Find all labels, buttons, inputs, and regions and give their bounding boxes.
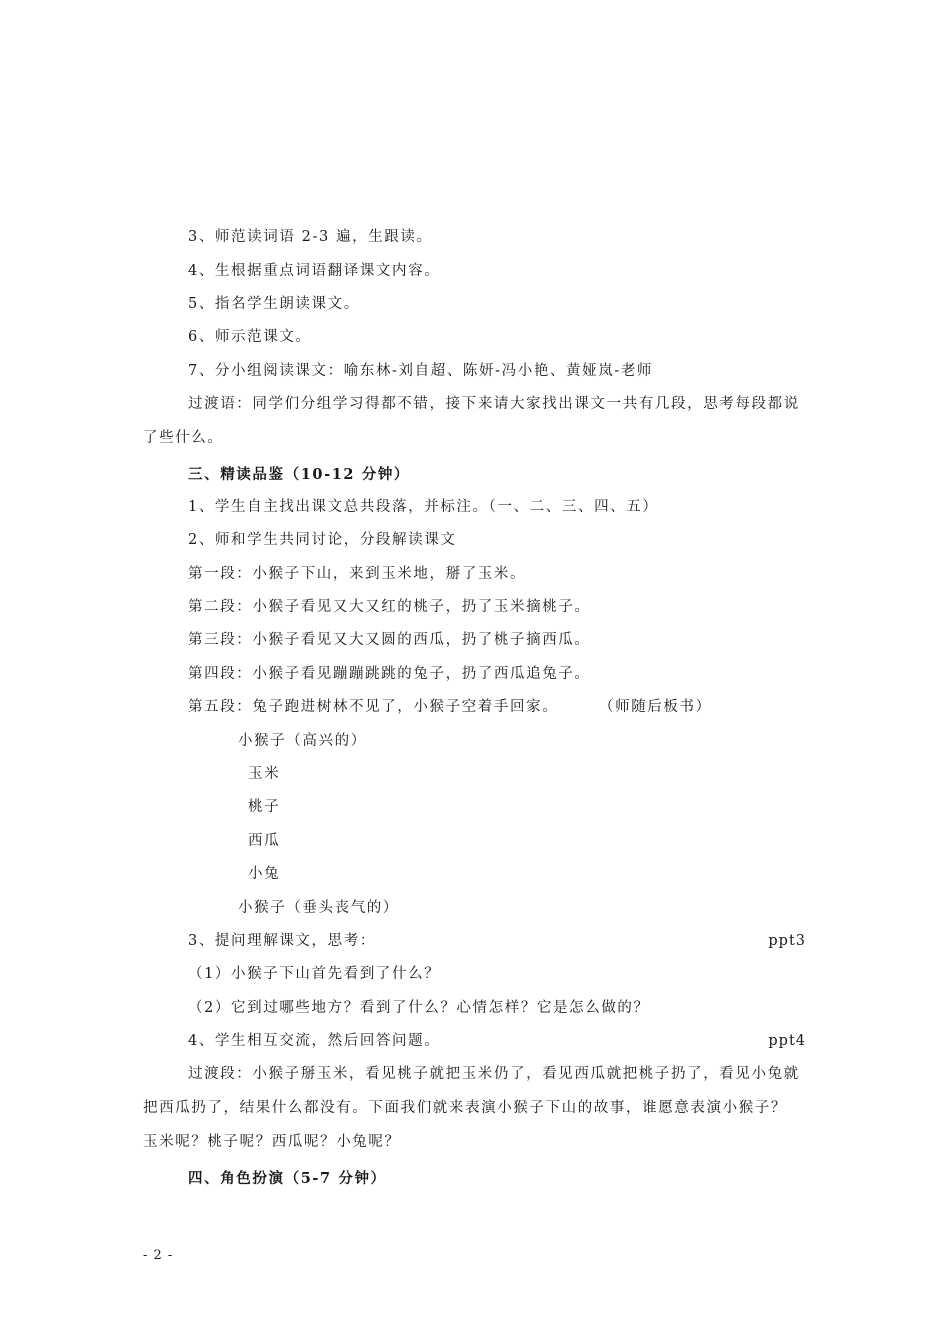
paragraph-1: 第一段：小猴子下山，来到玉米地，掰了玉米。: [188, 566, 527, 582]
paragraph-2: 第二段：小猴子看见又大又红的桃子，扔了玉米摘桃子。: [188, 599, 591, 615]
transition-para-line-3: 玉米呢？桃子呢？西瓜呢？小兔呢？: [143, 1134, 401, 1150]
slide-ref-ppt3: ppt3: [768, 933, 806, 949]
board-item-2: 玉米: [248, 766, 281, 782]
board-note: （师随后板书）: [599, 699, 712, 715]
step-7: 7、分小组阅读课文：喻东林-刘自超、陈妍-冯小艳、黄娅岚-老师: [188, 363, 654, 379]
slide-ref-ppt4: ppt4: [768, 1033, 806, 1049]
transition-line-2: 了些什么。: [143, 430, 224, 446]
step-6: 6、师示范课文。: [188, 329, 312, 345]
board-item-3: 桃子: [248, 799, 281, 815]
exchange-step: 4、学生相互交流，然后回答问题。: [188, 1033, 441, 1049]
question-intro: 3、提问理解课文，思考：: [188, 933, 376, 949]
paragraph-3: 第三段：小猴子看见又大又圆的西瓜，扔了桃子摘西瓜。: [188, 632, 591, 648]
paragraph-5: 第五段：兔子跑进树林不见了，小猴子空着手回家。: [188, 699, 559, 715]
board-item-5: 小兔: [248, 866, 281, 882]
section-heading-4: 四、角色扮演（5-7 分钟）: [188, 1170, 387, 1187]
transition-line-1: 过渡语：同学们分组学习得都不错，接下来请大家找出课文一共有几段，思考每段都说: [188, 396, 800, 412]
item-1: 1、学生自主找出课文总共段落，并标注。（一、二、三、四、五）: [188, 499, 659, 515]
step-5: 5、指名学生朗读课文。: [188, 296, 360, 312]
page-number: - 2 -: [143, 1248, 174, 1263]
section-heading-3: 三、精读品鉴（10-12 分钟）: [188, 466, 411, 483]
step-3: 3、师范读词语 2-3 遍，生跟读。: [188, 229, 433, 245]
question-1: （1）小猴子下山首先看到了什么？: [188, 966, 441, 982]
question-2: （2）它到过哪些地方？看到了什么？心情怎样？它是怎么做的？: [188, 1000, 650, 1016]
transition-para-line-1: 过渡段：小猴子掰玉米，看见桃子就把玉米仍了，看见西瓜就把桃子扔了，看见小兔就: [188, 1066, 800, 1082]
paragraph-4: 第四段：小猴子看见蹦蹦跳跳的兔子，扔了西瓜追兔子。: [188, 666, 591, 682]
step-4: 4、生根据重点词语翻译课文内容。: [188, 263, 441, 279]
item-2: 2、师和学生共同讨论，分段解读课文: [188, 532, 457, 548]
board-item-1: 小猴子（高兴的）: [238, 733, 367, 749]
board-item-4: 西瓜: [248, 833, 281, 849]
board-item-6: 小猴子（垂头丧气的）: [238, 900, 399, 916]
transition-para-line-2: 把西瓜扔了，结果什么都没有。下面我们就来表演小猴子下山的故事，谁愿意表演小猴子？: [143, 1100, 787, 1116]
